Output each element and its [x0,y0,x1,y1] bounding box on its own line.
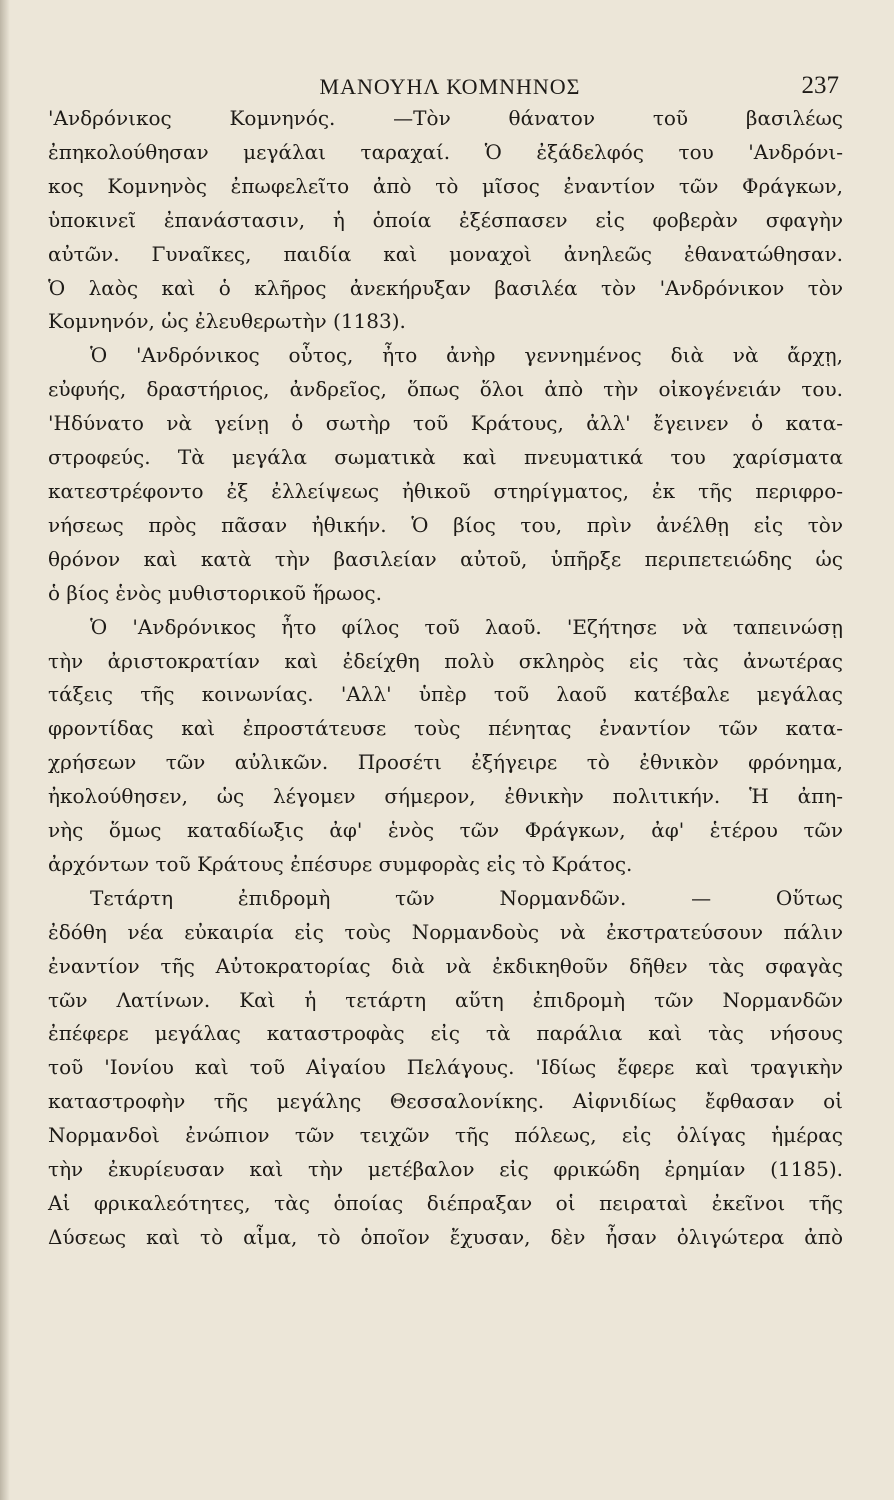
text-line: Αἱ φρικαλεότητες, τὰς ὁποίας διέπραξαν οἱ πειραταὶ ἐκεῖνοι τῆς [48,1191,843,1215]
text-line: Νορμανδοὶ ἐνώπιον τῶν τειχῶν τῆς πόλεως, εἰς ὀλίγας ἡμέρας [48,1123,843,1148]
text-line: καταστροφὴν τῆς μεγάλης Θεσσαλονίκης. Αἰφνιδίως ἔφθασαν οἱ [48,1089,843,1114]
text-line: φροντίδας καὶ ἐπροστάτευσε τοὺς πένητας ἐναντίον τῶν κατα- [48,716,843,741]
text-line: ἀρχόντων τοῦ Κράτους ἐπέσυρε συμφορὰς εἰς τὸ Κράτος. [48,851,633,876]
text-line: τάξεις τῆς κοινωνίας. 'Αλλ' ὑπὲρ τοῦ λαοῦ κατέβαλε μεγάλας [48,682,843,707]
text-line: τὴν ἀριστοκρατίαν καὶ ἐδείχθη πολὺ σκληρὸς εἰς τὰς ἀνωτέρας [48,648,843,673]
paragraph-fourth-norman-invasion [48,882,843,1255]
body-text [48,102,843,1255]
paragraph-friend-of-people [48,611,843,882]
text-line: Ὁ λαὸς καὶ ὁ κλῆρος ἀνεκήρυξαν βασιλέα τὸν 'Ανδρόνικον τὸν [48,275,843,300]
text-line: ἐναντίον τῆς Αὐτοκρατορίας διὰ νὰ ἐκδικηθοῦν δῆθεν τὰς σφαγὰς [48,953,843,978]
text-line: νήσεως πρὸς πᾶσαν ἠθικήν. Ὁ βίος του, πρὶν ἀνέλθῃ εἰς τὸν [48,512,843,537]
text-line: Ὁ 'Ανδρόνικος ἦτο φίλος τοῦ λαοῦ. 'Εζήτησε νὰ ταπεινώσῃ [90,614,843,639]
page-number: 237 [801,72,839,99]
text-line: Ὁ 'Ανδρόνικος οὗτος, ἦτο ἀνὴρ γεννημένος διὰ νὰ ἄρχῃ, [90,343,843,368]
text-line: ἐδόθη νέα εὐκαιρία εἰς τοὺς Νορμανδοὺς νὰ ἐκστρατεύσουν πάλιν [48,919,843,944]
text-line: τοῦ 'Ιονίου καὶ τοῦ Αἰγαίου Πελάγους. 'Ιδίως ἔφερε καὶ τραγικὴν [48,1055,843,1080]
text-line: ὑποκινεῖ ἐπανάστασιν, ἡ ὁποία ἐξέσπασεν εἰς φοβερὰν σφαγὴν [48,207,843,232]
text-line: εὐφυής, δραστήριος, ἀνδρεῖος, ὅπως ὅλοι ἀπὸ τὴν οἰκογένειάν του. [48,377,843,402]
text-line: νὴς ὅμως καταδίωξις ἀφ' ἑνὸς τῶν Φράγκων, ἀφ' ἑτέρου τῶν [48,818,843,843]
text-line: αὐτῶν. Γυναῖκες, παιδία καὶ μοναχοὶ ἀνηλεῶς ἐθανατώθησαν. [48,241,843,266]
text-line: ἐπηκολούθησαν μεγάλαι ταραχαί. Ὁ ἐξάδελφός του 'Ανδρόνι- [48,139,843,164]
text-line: 'Ηδύνατο νὰ γείνῃ ὁ σωτὴρ τοῦ Κράτους, ἀλλ' ἔγεινεν ὁ κατα- [48,411,843,436]
text-line: θρόνον καὶ κατὰ τὴν βασιλείαν αὐτοῦ, ὑπῆρξε περιπετειώδης ὡς [48,546,843,571]
text-line: τῶν Λατίνων. Καὶ ἡ τετάρτη αὕτη ἐπιδρομὴ τῶν Νορμανδῶν [48,987,843,1012]
text-line: Τετάρτη ἐπιδρομὴ τῶν Νορμανδῶν. — Οὕτως [90,885,843,910]
text-line: χρήσεων τῶν αὐλικῶν. Προσέτι ἐξήγειρε τὸ ἐθνικὸν φρόνημα, [48,750,843,775]
text-line: 'Ανδρόνικος Κομνηνός. —Τὸν θάνατον τοῦ βασιλέως [48,106,843,130]
text-line: ἠκολούθησεν, ὡς λέγομεν σήμερον, ἐθνικὴν πολιτικήν. Ἡ ἀπη- [48,784,843,809]
text-line: τὴν ἐκυρίευσαν καὶ τὴν μετέβαλον εἰς φρικώδη ἐρημίαν (1185). [48,1157,843,1182]
paragraph-andronikos-character [48,339,843,610]
text-line: ἐπέφερε μεγάλας καταστροφὰς εἰς τὰ παράλια καὶ τὰς νήσους [48,1021,843,1046]
text-line: στροφεύς. Τὰ μεγάλα σωματικὰ καὶ πνευματικά του χαρίσματα [48,445,843,470]
text-line: Δύσεως καὶ τὸ αἷμα, τὸ ὁποῖον ἔχυσαν, δὲν ἦσαν ὀλιγώτερα ἀπὸ [48,1224,843,1249]
running-title: ΜΑΝΟΥΗΛ ΚΟΜΝΗΝΟΣ [319,74,581,99]
text-line: Κομνηνόν, ὡς ἐλευθερωτὴν (1183). [48,309,406,334]
text-line: κος Κομνηνὸς ἐπωφελεῖτο ἀπὸ τὸ μῖσος ἐναντίον τῶν Φράγκων, [48,173,843,198]
paragraph-andronikos-komnenos [48,102,843,339]
text-line: κατεστρέφοντο ἐξ ἐλλείψεως ἠθικοῦ στηρίγματος, ἐκ τῆς περιφρο- [48,478,843,503]
binding-shadow [0,0,10,1500]
text-line: ὁ βίος ἑνὸς μυθιστορικοῦ ἥρωος. [48,580,382,605]
